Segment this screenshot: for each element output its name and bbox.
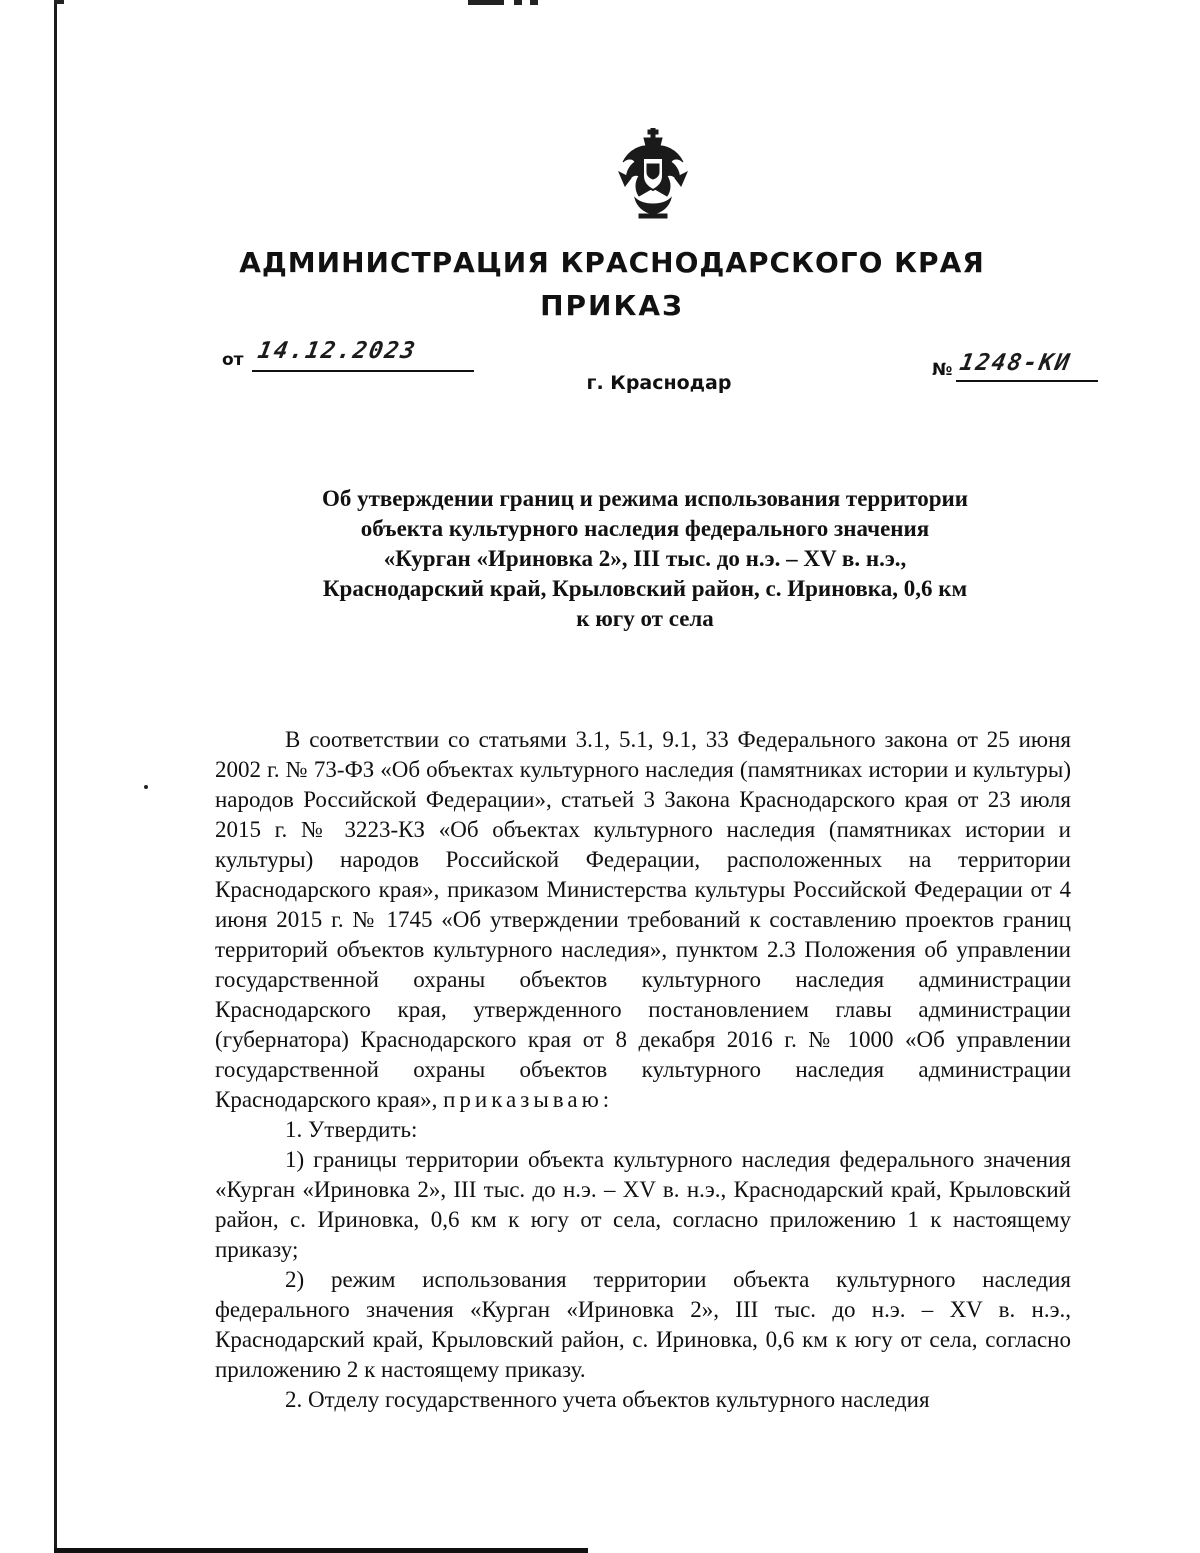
handwritten-date: 14.12.2023 (255, 338, 419, 364)
order-word: приказываю: (443, 1087, 614, 1112)
document-date (222, 338, 482, 374)
subject-line: «Курган «Ириновка 2», III тыс. до н.э. – XV в. н.э., (383, 546, 907, 571)
subject-line: к югу от села (576, 606, 714, 631)
scan-speck (144, 785, 148, 789)
preamble-paragraph (215, 725, 1071, 1115)
date-prefix: от (222, 350, 244, 370)
preamble-text: В соответствии со статьями 3.1, 5.1, 9.1, 33 Федерального закона от 25 июня 2002 г. № 73-ФЗ «Об объектах культурного наследия (памятниках истории и культуры) народов Российской Федерации», статьей 3 Закона Краснодарского края от 23 июля 2015 г. № 3223-КЗ «Об объектах культурного наследия (памятниках истории и культуры) народов Российской Федерации, расположенных на территории Краснодарского края», приказом Министерства культуры Российской Федерации от 4 июня 2015 г. № 1745 «Об утверждении требований к составлению проектов границ территорий объектов культурного наследия», пунктом 2.3 Положения об управлении государственной охраны объектов культурного наследия администрации Краснодарского края, утвержденного постановлением главы администрации (губернатора) Краснодарского края от 8 декабря 2016 г. № 1000 «Об управлении государственной охраны объектов культурного наследия администрации Краснодарского края», (215, 727, 1071, 1112)
document-subject (250, 484, 1040, 634)
organization-title: АДМИНИСТРАЦИЯ КРАСНОДАРСКОГО КРАЯ (239, 246, 985, 279)
number-prefix: № (932, 360, 953, 380)
document-type: ПРИКАЗ (540, 289, 684, 322)
scan-left-edge (54, 0, 57, 1553)
subject-line: Краснодарский край, Крыловский район, с. Ириновка, 0,6 км (322, 576, 968, 601)
scan-bottom-edge (54, 1548, 588, 1553)
coat-of-arms-emblem (617, 128, 689, 220)
handwritten-number: 1248-КИ (957, 350, 1074, 376)
scan-top-mark (54, 0, 64, 4)
scan-top-binding-mark (468, 0, 558, 5)
item-1-1: 1) границы территории объекта культурного наследия федерального значения «Курган «Ириновка 2», III тыс. до н.э. – XV в. н.э., Краснодарский край, Крыловский район, с. Ириновка, 0,6 км к югу от села, согласно приложению 1 к настоящему приказу; (215, 1147, 1071, 1262)
document-body (215, 725, 1071, 1415)
item-2: 2. Отделу государственного учета объектов культурного наследия (285, 1387, 930, 1412)
document-place: г. Краснодар (586, 372, 732, 394)
item-1: 1. Утвердить: (285, 1117, 418, 1142)
subject-line: объекта культурного наследия федерального значения (360, 516, 930, 541)
item-1-2: 2) режим использования территории объекта культурного наследия федерального значения «Курган «Ириновка 2», III тыс. до н.э. – XV в. н.э., Краснодарский край, Крыловский район, с. Ириновка, 0,6 км к югу от села, согласно приложению 2 к настоящему приказу. (215, 1267, 1071, 1382)
subject-line: Об утверждении границ и режима использования территории (321, 486, 969, 511)
